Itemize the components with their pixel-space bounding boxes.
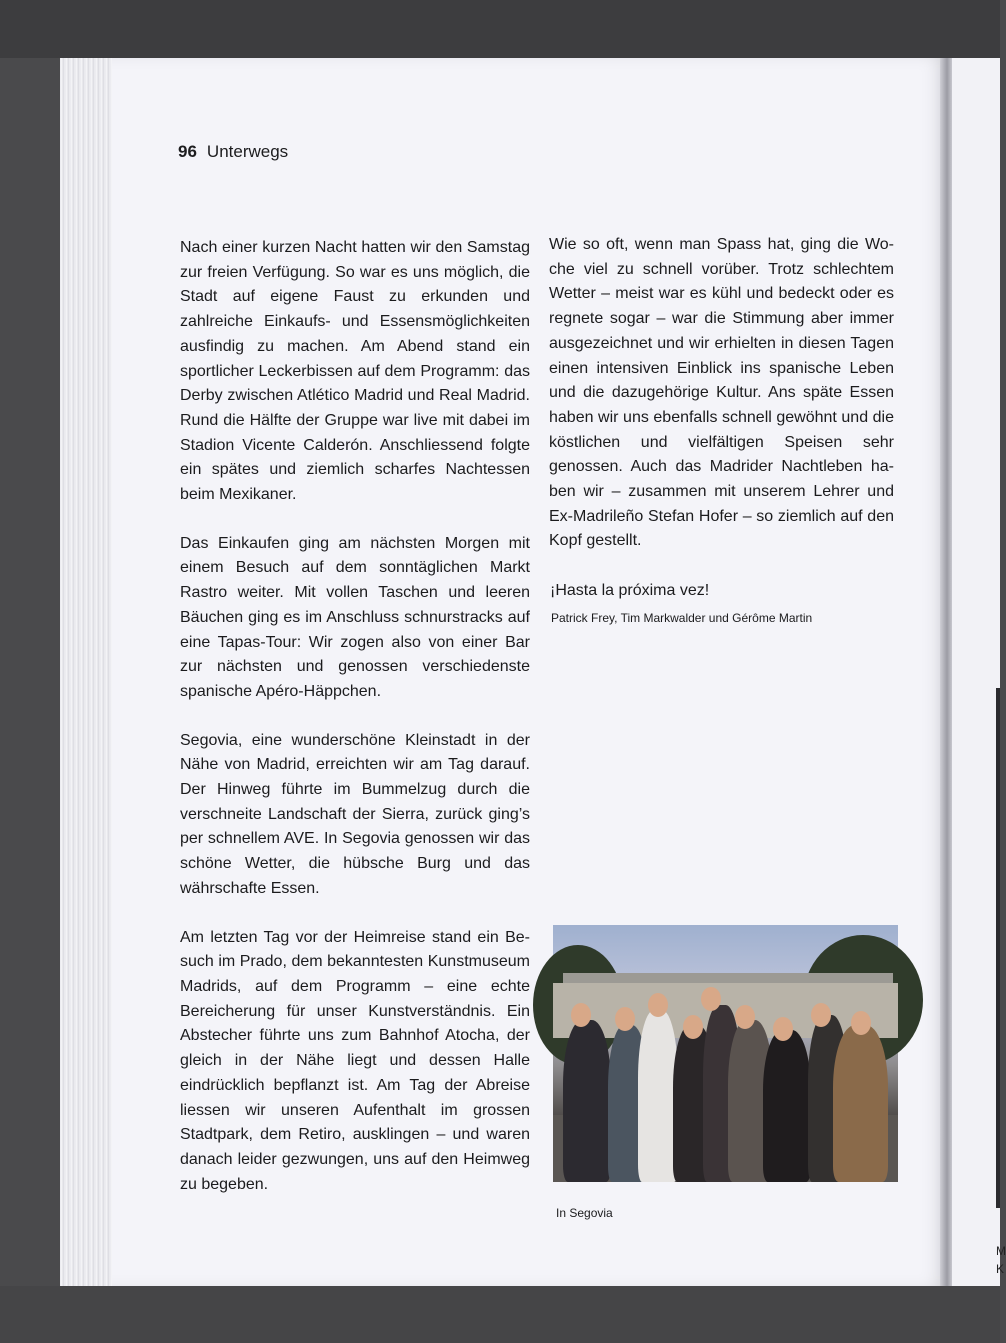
left-text-column	[180, 236, 530, 1221]
running-header	[178, 142, 288, 162]
photo-person	[563, 1020, 611, 1182]
photo-head	[683, 1015, 703, 1039]
photo-head	[811, 1003, 831, 1027]
photo-person	[833, 1025, 888, 1182]
author-credits: Patrick Frey, Tim Markwalder und Gérôme Martin	[551, 611, 813, 625]
facing-page-fragment: M	[996, 1244, 1006, 1258]
photo-person	[638, 1010, 678, 1182]
facing-page-edge	[952, 58, 1006, 1286]
photo-head	[701, 987, 721, 1011]
paragraph: Wie so oft, wenn man Spass hat, ging die Woche viel zu schnell vorüber. Trotz schlechtem Wetter – meist war es kühl und bedeckt oder es regnete sogar – war die Stimmung aber immer ausgezeichnet und wir erhielten in diesen Tagen einen intensiven Einblick ins spanische Leben und die dazugehörige Kultur. Ans späte Essen haben wir uns ebenfalls schnell gewöhnt und die köstlichen und vielfältigen Speisen sehr genossen. Auch das Madrider Nachtleben haben wir – zusammen mit unserem Lehrer und Ex-Madrileño Stefan Hofer – so ziemlich auf den Kopf gestellt.	[549, 236, 894, 550]
scan-background-bottom	[0, 1286, 1000, 1343]
right-text-column	[549, 233, 894, 578]
page-number: 96	[178, 142, 197, 161]
photo-head	[773, 1017, 793, 1041]
photo-head	[615, 1007, 635, 1031]
photo-person	[763, 1030, 811, 1182]
paragraph: Am letzten Tag vor der Heimreise stand ein Besuch im Prado, dem bekanntesten Kunstmuseum Madrids, auf dem Programm – eine echte Bereicherung für unser Kunstverständnis. Ein Abstecher führte uns zum Bahnhof Atocha, der gleich in der Nähe liegt und dessen Halle eindrücklich bepflanzt ist. Am Tag der Abreise liessen wir unseren Aufenthalt im grossen Stadtpark, dem Retiro, ausklingen – und waren danach leider gezwungen, uns auf den Heimweg zu begeben.	[180, 928, 530, 1193]
photo-head	[851, 1011, 871, 1035]
facing-page-image-edge	[996, 688, 1000, 1208]
page-stack-edge	[60, 58, 120, 1286]
salutation: ¡Hasta la próxima vez!	[550, 582, 710, 599]
group-photo	[553, 925, 898, 1182]
facing-page-fragment: K	[996, 1262, 1005, 1276]
paragraph: Das Einkaufen ging am nächsten Morgen mit einem Besuch auf dem sonntäglichen Markt Rastro weiter. Mit vollen Taschen und leeren Bäuchen ging es im Anschluss schnurstracks auf eine Tapas-Tour: Wir zogen also von einer Bar zur nächsten und genossen verschiedenste spanische Apéro-Häppchen.	[180, 534, 530, 700]
paragraph: Nach einer kurzen Nacht hatten wir den Samstag zur freien Verfügung. So war es uns möglich, die Stadt auf eigene Faust zu erkunden und zahlreiche Einkaufs- und Essensmöglichkeiten ausfindig zu machen. Am Abend stand ein sportlicher Leckerbissen auf dem Programm: das Derby zwischen Atlético Madrid und Real Madrid. Rund die Hälfte der Gruppe war live mit dabei im Stadion Vicente Calderón. Anschliessend folgte ein spätes und ziemlich scharfes Nachtessen beim Mexikaner.	[180, 239, 530, 504]
paragraph: Segovia, eine wunderschöne Kleinstadt in der Nähe von Madrid, erreichten wir am Tag darauf. Der Hinweg führte im Bummelzug durch die verschneite Landschaft der Sierra, zurück ging’s per schnellem AVE. In Segovia genossen wir das schöne Wetter, die hübsche Burg und das währschafte Essen.	[180, 731, 530, 897]
photo-head	[735, 1005, 755, 1029]
section-title: Unterwegs	[206, 142, 289, 161]
photo-head	[571, 1003, 591, 1027]
photo-head	[648, 993, 668, 1017]
scan-background-top	[0, 0, 1000, 58]
photo-caption: In Segovia	[556, 1206, 613, 1220]
